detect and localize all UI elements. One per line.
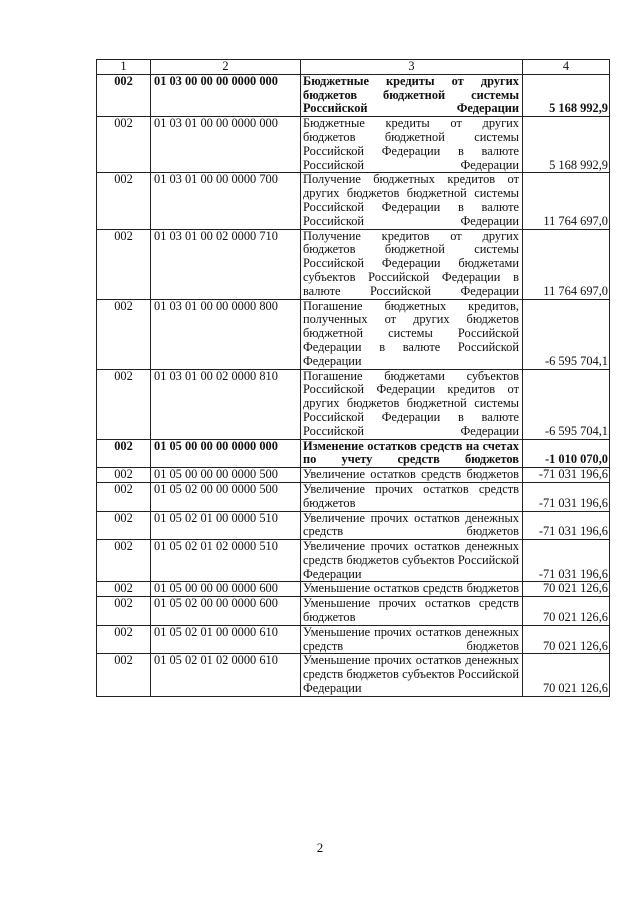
budget-code-cell: 01 05 02 01 00 0000 610 xyxy=(151,625,301,654)
table-row xyxy=(97,369,610,439)
table-row xyxy=(97,117,610,173)
admin-code-cell: 002 xyxy=(97,74,151,116)
amount-cell: -6 595 704,1 xyxy=(523,299,610,369)
table-row xyxy=(97,482,610,511)
description-cell: Получение кредитов от других бюджетов бюджетной системы Российской Федерации бюджетами субъектов Российской Федерации в валюте Российской Федерации xyxy=(301,229,523,299)
budget-code-cell: 01 05 02 00 00 0000 500 xyxy=(151,482,301,511)
amount-cell: 5 168 992,9 xyxy=(523,117,610,173)
description-cell: Увеличение прочих остатков денежных средств бюджетов xyxy=(301,511,523,540)
description-cell: Уменьшение прочих остатков денежных средств бюджетов xyxy=(301,625,523,654)
amount-cell: 70 021 126,6 xyxy=(523,625,610,654)
amount-cell: -71 031 196,6 xyxy=(523,511,610,540)
budget-code-cell: 01 03 01 00 00 0000 800 xyxy=(151,299,301,369)
column-number-2: 2 xyxy=(151,60,301,75)
column-number-1: 1 xyxy=(97,60,151,75)
amount-cell: -71 031 196,6 xyxy=(523,540,610,582)
amount-cell: -71 031 196,6 xyxy=(523,482,610,511)
admin-code-cell: 002 xyxy=(97,173,151,229)
table-row xyxy=(97,299,610,369)
budget-code-cell: 01 03 01 00 00 0000 000 xyxy=(151,117,301,173)
admin-code-cell: 002 xyxy=(97,582,151,597)
amount-cell: 5 168 992,9 xyxy=(523,74,610,116)
table-row xyxy=(97,654,610,696)
table-row xyxy=(97,540,610,582)
table-row xyxy=(97,74,610,116)
column-number-3: 3 xyxy=(301,60,523,75)
description-cell: Получение бюджетных кредитов от других бюджетов бюджетной системы Российской Федерации в валюте Российской Федерации xyxy=(301,173,523,229)
description-cell: Уменьшение остатков средств бюджетов xyxy=(301,582,523,597)
budget-sources-table xyxy=(96,59,610,697)
description-cell: Погашение бюджетами субъектов Российской Федерации кредитов от других бюджетов бюджетной системы Российской Федерации в валюте Российской Федерации xyxy=(301,369,523,439)
budget-code-cell: 01 05 02 01 02 0000 510 xyxy=(151,540,301,582)
admin-code-cell: 002 xyxy=(97,654,151,696)
admin-code-cell: 002 xyxy=(97,597,151,626)
budget-code-cell: 01 03 00 00 00 0000 000 xyxy=(151,74,301,116)
admin-code-cell: 002 xyxy=(97,540,151,582)
admin-code-cell: 002 xyxy=(97,625,151,654)
description-cell: Уменьшение прочих остатков средств бюджетов xyxy=(301,597,523,626)
admin-code-cell: 002 xyxy=(97,511,151,540)
budget-code-cell: 01 03 01 00 00 0000 700 xyxy=(151,173,301,229)
page-number: 2 xyxy=(316,840,324,855)
budget-code-cell: 01 05 02 00 00 0000 600 xyxy=(151,597,301,626)
table-row xyxy=(97,511,610,540)
admin-code-cell: 002 xyxy=(97,369,151,439)
table-row xyxy=(97,597,610,626)
budget-code-cell: 01 05 00 00 00 0000 000 xyxy=(151,439,301,468)
description-cell: Изменение остатков средств на счетах по учету средств бюджетов xyxy=(301,439,523,468)
budget-code-cell: 01 03 01 00 02 0000 810 xyxy=(151,369,301,439)
amount-cell: -71 031 196,6 xyxy=(523,468,610,483)
description-cell: Погашение бюджетных кредитов, полученных от других бюджетов бюджетной системы Российской Федерации в валюте Российской Федерации xyxy=(301,299,523,369)
amount-cell: 11 764 697,0 xyxy=(523,173,610,229)
table-row xyxy=(97,439,610,468)
description-cell: Увеличение прочих остатков денежных средств бюджетов субъектов Российской Федерации xyxy=(301,540,523,582)
admin-code-cell: 002 xyxy=(97,299,151,369)
table-row xyxy=(97,173,610,229)
admin-code-cell: 002 xyxy=(97,482,151,511)
budget-code-cell: 01 05 00 00 00 0000 600 xyxy=(151,582,301,597)
description-cell: Увеличение прочих остатков средств бюджетов xyxy=(301,482,523,511)
budget-code-cell: 01 05 00 00 00 0000 500 xyxy=(151,468,301,483)
table-row xyxy=(97,468,610,483)
amount-cell: -1 010 070,0 xyxy=(523,439,610,468)
description-cell: Бюджетные кредиты от других бюджетов бюджетной системы Российской Федерации xyxy=(301,74,523,116)
budget-code-cell: 01 05 02 01 02 0000 610 xyxy=(151,654,301,696)
amount-cell: 70 021 126,6 xyxy=(523,582,610,597)
amount-cell: 11 764 697,0 xyxy=(523,229,610,299)
description-cell: Увеличение остатков средств бюджетов xyxy=(301,468,523,483)
table-row xyxy=(97,625,610,654)
description-cell: Уменьшение прочих остатков денежных средств бюджетов субъектов Российской Федерации xyxy=(301,654,523,696)
amount-cell: 70 021 126,6 xyxy=(523,597,610,626)
amount-cell: -6 595 704,1 xyxy=(523,369,610,439)
admin-code-cell: 002 xyxy=(97,468,151,483)
amount-cell: 70 021 126,6 xyxy=(523,654,610,696)
description-cell: Бюджетные кредиты от других бюджетов бюджетной системы Российской Федерации в валюте Российской Федерации xyxy=(301,117,523,173)
table-header-row xyxy=(97,60,610,75)
table-row xyxy=(97,229,610,299)
admin-code-cell: 002 xyxy=(97,229,151,299)
budget-code-cell: 01 03 01 00 02 0000 710 xyxy=(151,229,301,299)
column-number-4: 4 xyxy=(523,60,610,75)
admin-code-cell: 002 xyxy=(97,439,151,468)
budget-code-cell: 01 05 02 01 00 0000 510 xyxy=(151,511,301,540)
table-body xyxy=(97,60,610,697)
table-row xyxy=(97,582,610,597)
admin-code-cell: 002 xyxy=(97,117,151,173)
